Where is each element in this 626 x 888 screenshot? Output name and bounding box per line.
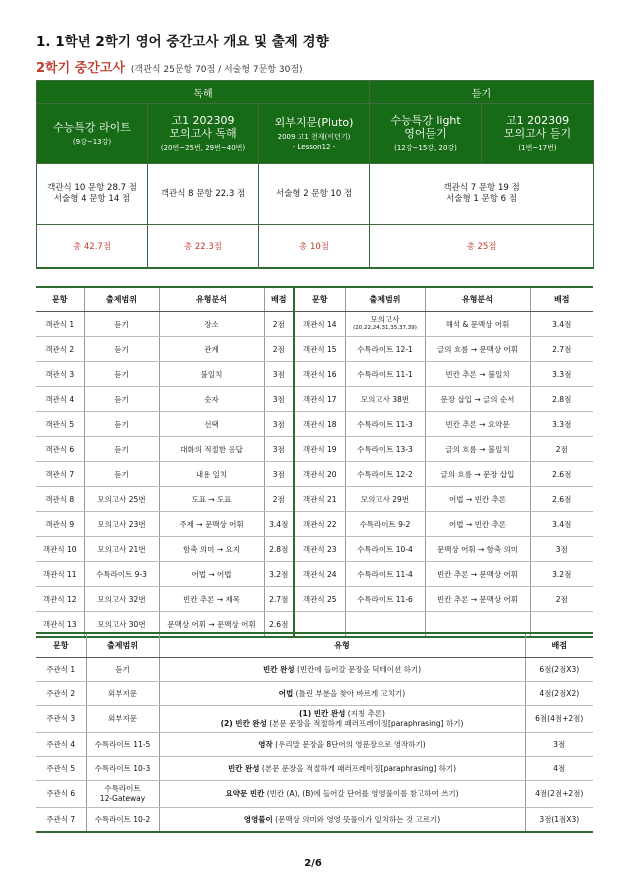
page-number: 2/6 [304,858,322,869]
sa-header: 문항 [36,633,86,658]
table-cell: 객관식 5 [36,412,84,437]
table-row [36,781,593,808]
sa-range [86,733,159,757]
table-cell: 듣기 [84,312,159,337]
table-cell: 2.7점 [264,587,294,612]
type-keyword-2: (2) 빈칸 완성 [220,719,267,728]
col-title-2: 모의고사 독해 [169,127,237,140]
total-cell: 총 22.3점 [148,225,259,269]
mc-header: 출제범위 [84,287,159,312]
overview-col-listening-light [370,104,482,164]
table-cell: 3.3점 [530,362,593,387]
range-text: 수특라이트 10-3 [94,763,151,773]
table-cell: 수특라이트 9-2 [345,512,425,537]
table-cell: 모의고사 38번 [345,387,425,412]
table-cell: 3점 [264,387,294,412]
table-cell: 문맥상 어휘 → 문맥상 어휘 [159,612,264,638]
table-cell: 듣기 [84,387,159,412]
table-cell: 객관식 18 [294,412,345,437]
table-cell: 3점 [530,537,593,562]
col-title: 고1 202309 [171,114,235,127]
type-keyword: 영작 [258,739,273,749]
overview-col-external [259,104,370,164]
table-cell: 수특라이트 11-6 [345,587,425,612]
table-cell: 듣기 [84,337,159,362]
table-cell: 3점 [264,437,294,462]
subtitle-text: 2학기 중간고사 [36,61,125,76]
table-row [36,808,593,833]
sa-table-body [36,658,593,833]
count-cell [259,164,370,225]
table-cell: 불일치 [159,362,264,387]
table-row [36,487,593,512]
type-description: (본문 문장을 적절하게 패러프레이징[paraphrasing] 하기) [259,763,457,773]
mc-header: 문항 [294,287,345,312]
table-cell: 3점 [264,362,294,387]
mc-header: 배점 [264,287,294,312]
table-row [36,337,593,362]
table-cell: 수특라이트 9-3 [84,562,159,587]
table-cell: 객관식 24 [294,562,345,587]
range-text: 듣기 [115,664,130,674]
table-cell: 수특라이트 11-3 [345,412,425,437]
table-cell: 객관식 25 [294,587,345,612]
reading-group-header: 독해 [37,81,370,104]
sa-range [86,658,159,682]
mc-header: 출제범위 [345,287,425,312]
type-keyword: 어법 [278,688,294,698]
type-keyword: 빈칸 완성 [262,664,295,674]
table-cell: 객관식 8 [36,487,84,512]
col-title: 고1 202309 [505,114,570,127]
table-row [36,587,593,612]
table-cell: 객관식 13 [36,612,84,638]
table-row [36,537,593,562]
table-row [36,512,593,537]
table-cell: 모의고사 25번 [84,487,159,512]
table-row [36,733,593,757]
table-cell: 객관식 14 [294,312,345,337]
table-cell: 선택 [159,412,264,437]
table-cell: 듣기 [84,412,159,437]
overview-col-mock-reading [148,104,259,164]
overview-col-mock-listening [482,104,594,164]
table-cell: 객관식 1 [36,312,84,337]
table-cell: 2.8점 [264,537,294,562]
table-cell: 글의 흐름 → 불일치 [425,437,530,462]
type-description: (우리말 문장을 8단어의 영문장으로 영작하기) [272,739,426,749]
range-text: 수특라이트 11-5 [94,739,151,749]
table-cell: 2.6점 [530,487,593,512]
col-sub-2: - Lesson12 - [292,143,336,151]
sa-score: 4점 [525,757,593,781]
table-cell: 2.6점 [264,612,294,638]
sa-question: 주관식 7 [36,808,86,833]
sa-header: 출제범위 [86,633,159,658]
table-cell: 수특라이트 12-2 [345,462,425,487]
range-text-2: 12-Gateway [99,794,146,803]
table-cell: 수특라이트 11-1 [345,362,425,387]
table-cell: 3.2점 [264,562,294,587]
col-sub: (12강~15강, 20강) [394,144,457,152]
table-cell: 글의 흐름 → 문장 삽입 [425,462,530,487]
type-keyword: 요약문 빈칸 [225,789,265,798]
sa-score: 4점(2점X2) [525,682,593,706]
table-cell: 객관식 16 [294,362,345,387]
table-cell: 3점 [264,462,294,487]
table-cell: 글의 흐름 → 문맥상 어휘 [425,337,530,362]
sa-type [159,706,525,733]
short-answer-table [36,632,593,833]
type-description: (문맥상 의미와 영영 뜻풀이가 일치하는 것 고르기) [272,814,441,824]
type-keyword: 빈칸 완성 [227,763,260,773]
total-cell: 총 10점 [259,225,370,269]
table-row [36,706,593,733]
table-cell: 2점 [530,437,593,462]
sa-score: 3점 [525,733,593,757]
sa-range [86,757,159,781]
table-cell: 객관식 12 [36,587,84,612]
sa-score: 6점(4점+2점) [525,706,593,733]
range-sub-text: (20,22,24,31,35,37,39) [353,325,417,331]
table-cell: 객관식 10 [36,537,84,562]
sa-range [86,682,159,706]
table-cell: 대화의 적절한 응답 [159,437,264,462]
table-cell: 객관식 6 [36,437,84,462]
table-row [36,412,593,437]
table-cell: 듣기 [84,362,159,387]
table-cell: 내용 일치 [159,462,264,487]
col-sub: (9강~13강) [72,137,112,146]
count-cell [370,164,594,225]
count-line: 서술형 1 문항 6 점 [446,194,517,204]
table-cell: 모의고사 32번 [84,587,159,612]
table-cell: 3.4점 [530,512,593,537]
table-cell: 관계 [159,337,264,362]
table-cell: 3.3점 [530,412,593,437]
table-row [36,658,593,682]
exam-subtitle [36,57,303,76]
col-sub: 2009 고1 천재(이던기) [277,133,351,141]
total-cell: 총 25점 [370,225,594,269]
sa-range [86,808,159,833]
table-cell: 객관식 22 [294,512,345,537]
range-text: 모의고사 [370,315,400,324]
count-line: 객관식 10 문항 28.7 점 [47,183,137,193]
count-line: 서술형 2 문항 10 점 [275,188,353,199]
table-cell: 모의고사 29번 [345,487,425,512]
table-cell: 수특라이트 11-4 [345,562,425,587]
table-cell: 객관식 15 [294,337,345,362]
table-cell: 주제 → 문맥상 어휘 [159,512,264,537]
exam-overview-table [36,80,594,269]
table-cell [345,312,425,337]
table-cell: 2점 [530,587,593,612]
col-title-2: 영어듣기 [404,127,447,140]
page-title: 1. 1학년 2학기 영어 중간고사 개요 및 출제 경향 [36,34,329,50]
table-cell: 도표 → 도표 [159,487,264,512]
table-cell: 빈칸 추론 → 불일치 [425,362,530,387]
table-cell: 2점 [264,487,294,512]
table-cell: 객관식 11 [36,562,84,587]
table-cell: 수특라이트 13-3 [345,437,425,462]
table-cell: 3.4점 [264,512,294,537]
mc-header: 문항 [36,287,84,312]
subtitle-note: (객관식 25문항 70점 / 서술형 7문항 30점) [130,65,303,75]
table-cell: 숫자 [159,387,264,412]
table-cell: 객관식 23 [294,537,345,562]
table-cell: 빈칸 추론 → 제목 [159,587,264,612]
table-cell: 2.6점 [530,462,593,487]
range-text: 외부지문 [108,688,137,698]
mc-header: 유형분석 [159,287,264,312]
table-cell: 객관식 20 [294,462,345,487]
count-cell [148,164,259,225]
table-cell: 모의고사 23번 [84,512,159,537]
table-cell: 객관식 2 [36,337,84,362]
sa-type [159,781,525,808]
type-keyword: (1) 빈칸 완성 [299,709,346,718]
count-cell [37,164,148,225]
table-cell: 2.8점 [530,387,593,412]
sa-question: 주관식 2 [36,682,86,706]
table-row [36,387,593,412]
table-cell: 어법 → 빈칸 추론 [425,487,530,512]
table-cell: 수특라이트 12-1 [345,337,425,362]
sa-range [86,781,159,808]
listening-group-header: 듣기 [370,81,594,104]
table-row [36,562,593,587]
table-cell: 빈칸 추론 → 요약문 [425,412,530,437]
range-text: 외부지문 [108,714,137,723]
sa-question: 주관식 3 [36,706,86,733]
table-cell: 2.7점 [530,337,593,362]
sa-score: 4점(2점+2점) [525,781,593,808]
col-title: 수능특강 light [390,114,461,127]
table-row [36,312,593,337]
table-cell: 객관식 19 [294,437,345,462]
range-text: 수특라이트 [104,784,141,793]
sa-type [159,808,525,833]
table-row [36,362,593,387]
table-cell: 해석 & 문맥상 어휘 [425,312,530,337]
table-row [36,757,593,781]
table-row [36,462,593,487]
col-sub: (20번~25번, 29번~40번) [160,144,246,152]
table-cell: 모의고사 30번 [84,612,159,638]
col-title: 수능특강 라이트 [53,120,131,134]
total-cell: 총 42.7점 [37,225,148,269]
table-cell: 2점 [264,312,294,337]
table-cell: 문장 삽입 → 글의 순서 [425,387,530,412]
col-title-2: 모의고사 듣기 [503,127,572,140]
table-cell: 객관식 17 [294,387,345,412]
sa-header: 배점 [525,633,593,658]
table-cell: 듣기 [84,462,159,487]
table-cell: 문맥상 어휘 → 함축 의미 [425,537,530,562]
table-cell: 수특라이트 10-4 [345,537,425,562]
table-cell: 객관식 3 [36,362,84,387]
table-cell: 객관식 9 [36,512,84,537]
col-sub: (1번~17번) [518,144,557,152]
sa-type [159,733,525,757]
table-cell: 빈칸 추론 → 문맥상 어휘 [425,587,530,612]
range-text: 수특라이트 10-2 [94,814,151,824]
count-line: 객관식 7 문항 19 점 [443,183,520,193]
type-description: (틀린 부분을 찾아 바르게 고치기) [293,688,406,698]
table-cell: 객관식 21 [294,487,345,512]
sa-score: 3점(1점X3) [525,808,593,833]
count-line: 객관식 8 문항 22.3 점 [160,188,246,199]
table-cell: 객관식 7 [36,462,84,487]
col-title: 외부지문(Pluto) [274,116,354,129]
table-cell: 빈칸 추론 → 문맥상 어휘 [425,562,530,587]
sa-question: 주관식 1 [36,658,86,682]
table-row [36,682,593,706]
mc-header: 배점 [530,287,593,312]
sa-type [159,757,525,781]
table-cell: 2점 [264,337,294,362]
sa-question: 주관식 5 [36,757,86,781]
type-description-2: (본문 문장을 적절하게 패러프레이징[paraphrasing] 하기) [266,719,464,728]
sa-question: 주관식 6 [36,781,86,808]
sa-question: 주관식 4 [36,733,86,757]
sa-range [86,706,159,733]
sa-header: 유형 [159,633,525,658]
type-description: (빈칸 (A), (B)에 들어갈 단어를 영영풀이를 참고하여 쓰기) [264,789,459,798]
type-keyword: 영영풀이 [243,814,273,824]
multiple-choice-table [36,286,593,638]
table-cell: 어법 → 빈칸 추론 [425,512,530,537]
sa-score: 6점(2점X3) [525,658,593,682]
table-cell: 객관식 4 [36,387,84,412]
table-cell: 어법 → 어법 [159,562,264,587]
type-description: (빈칸에 들어갈 문장을 딕테이션 하기) [294,664,422,674]
table-row [36,437,593,462]
sa-type [159,682,525,706]
table-cell: 3점 [264,412,294,437]
table-cell: 3.2점 [530,562,593,587]
overview-col-suteuk-light [37,104,148,164]
mc-table-body [36,312,593,638]
table-cell: 함축 의미 → 요지 [159,537,264,562]
table-cell: 3.4점 [530,312,593,337]
table-cell: 장소 [159,312,264,337]
type-description: (지칭 추론) [345,709,385,718]
table-cell: 듣기 [84,437,159,462]
table-cell: 모의고사 21번 [84,537,159,562]
count-line: 서술형 4 문항 14 점 [53,194,131,204]
mc-header: 유형분석 [425,287,530,312]
sa-type [159,658,525,682]
